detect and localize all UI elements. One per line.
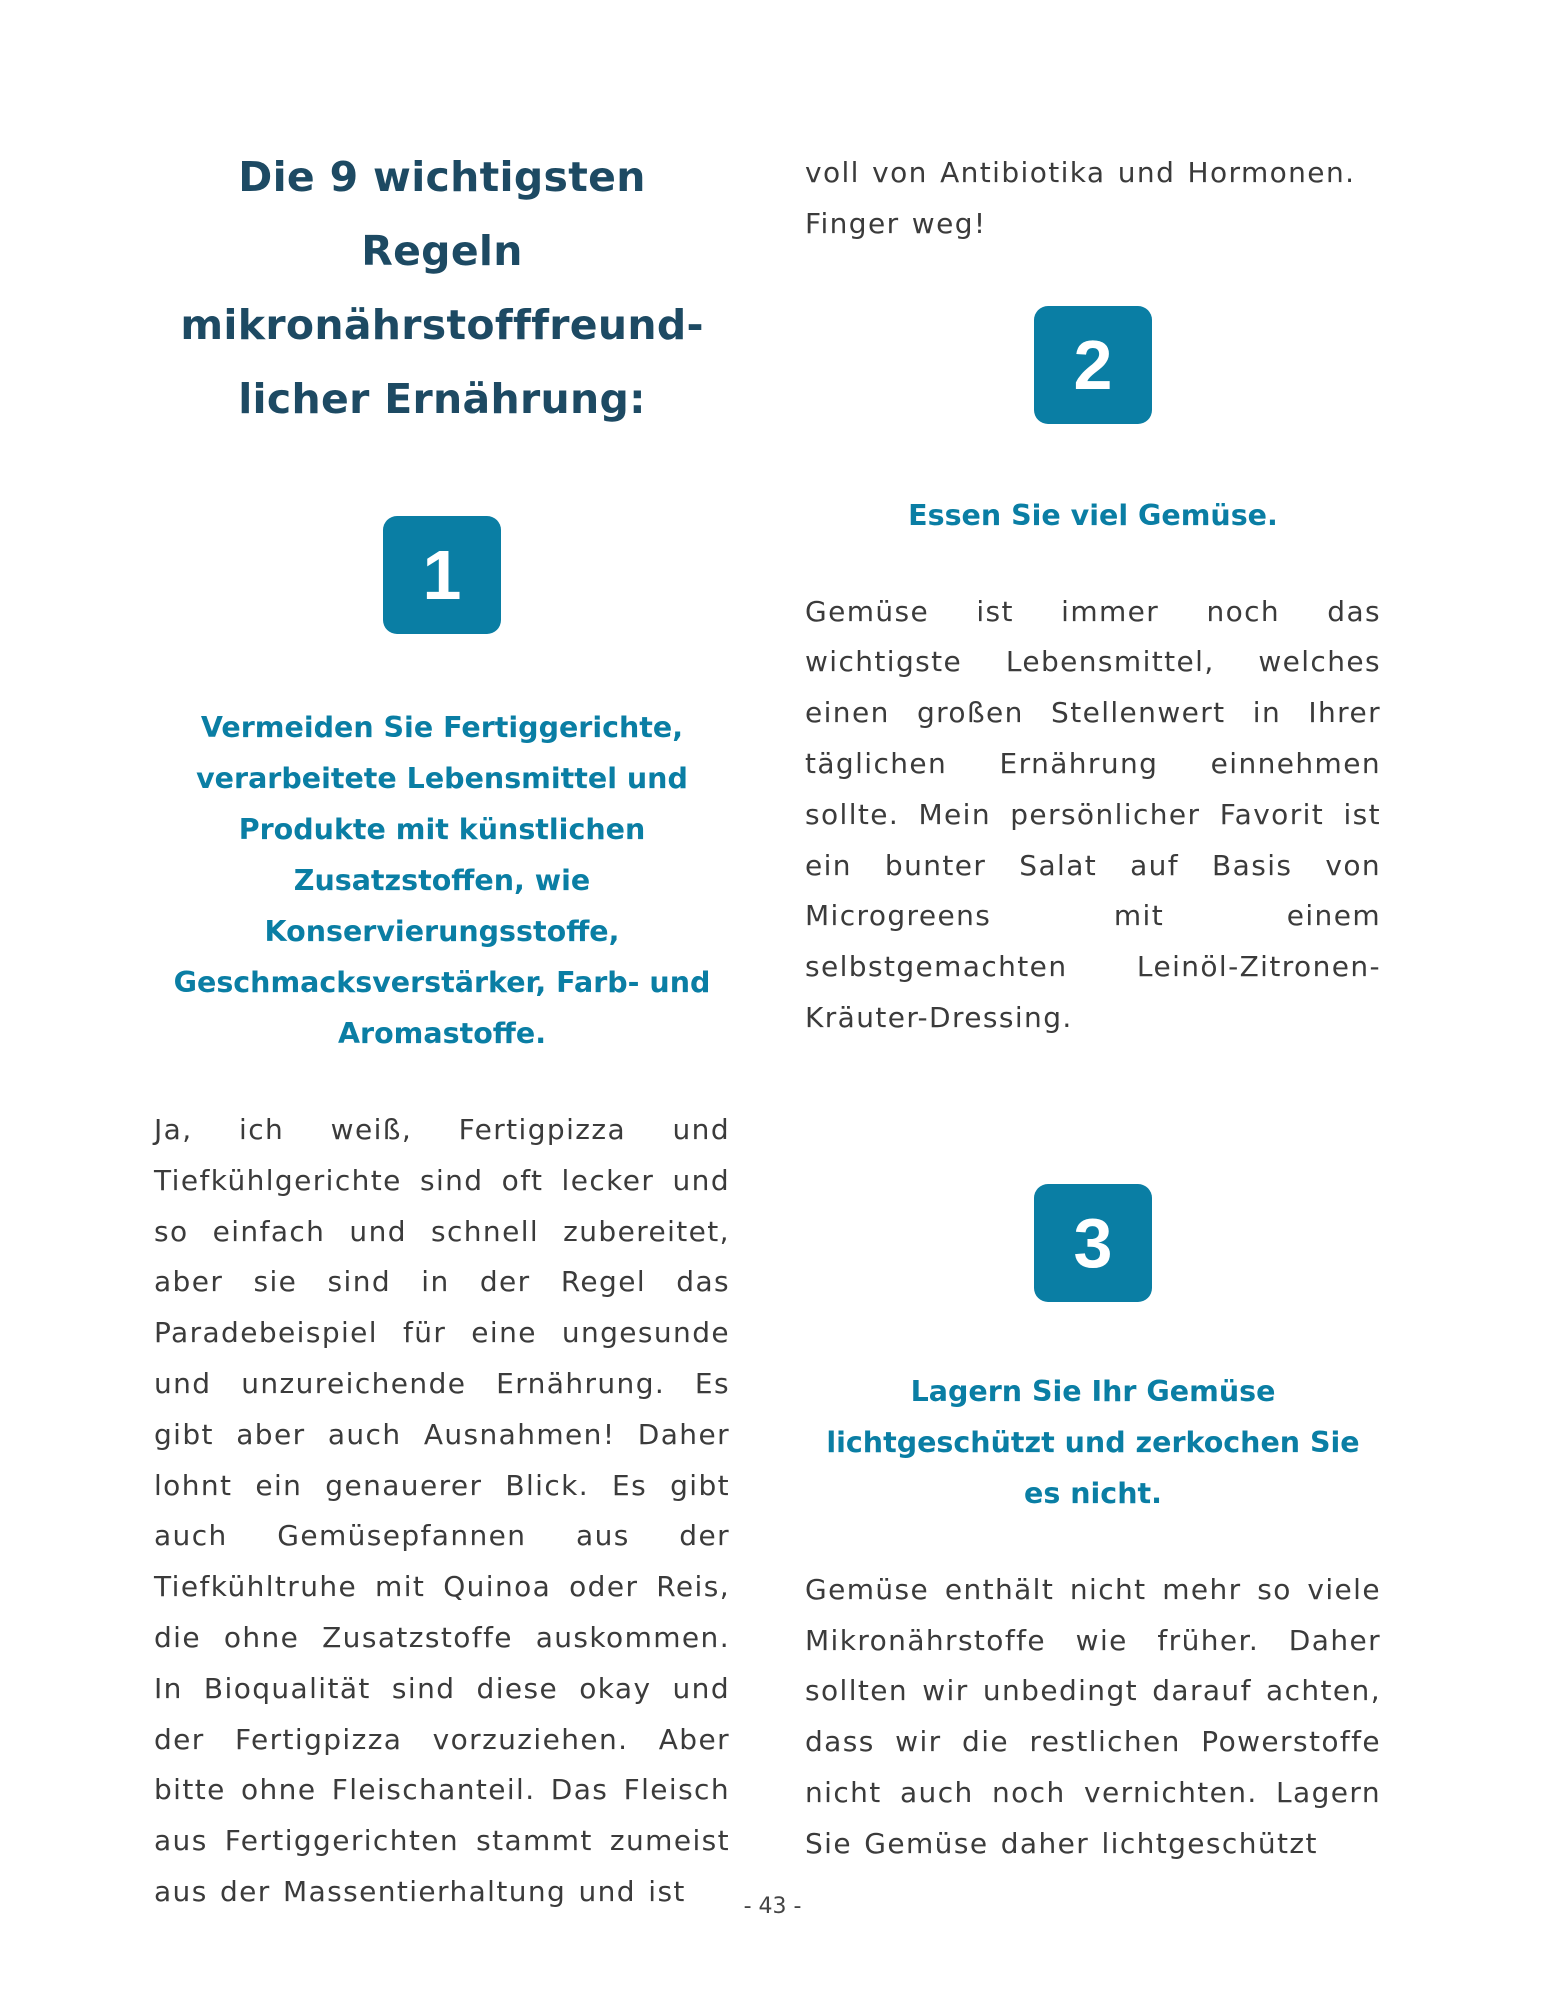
rule-number-badge-1: 1	[383, 516, 501, 634]
right-column	[805, 148, 1381, 1870]
rule-number-badge-2: 2	[1034, 306, 1152, 424]
rule-heading-3: Lagern Sie Ihr Gemüse lichtgeschützt und zerkochen Sie es nicht.	[826, 1374, 1360, 1510]
rule-body-1: Ja, ich weiß, Fertigpizza und Tiefkühlgerichte sind oft lecker und so einfach und schnell zubereitet, aber sie sind in der Regel das Paradebeispiel für eine ungesunde und unzureichende Ernährung. Es gibt aber auch Ausnahmen! Daher lohnt ein genauerer Blick. Es gibt auch Gemüsepfannen aus der Tiefkühltruhe mit Quinoa oder Reis, die ohne Zusatzstoffe auskommen. In Bioqualität sind diese okay und der Fertigpizza vorzuziehen. Aber bitte ohne Fleischanteil. Das Fleisch aus Fertiggerichten stammt zumeist aus der Massentierhaltung und ist	[154, 1113, 730, 1908]
page-number: - 43 -	[743, 1894, 802, 1919]
rule-body-2: Gemüse ist immer noch das wichtigste Lebensmittel, welches einen großen Stellenwert in Ihrer täglichen Ernährung einnehmen sollte. Mein persönlicher Favorit ist ein bunter Salat auf Basis von Microgreens mit einem selbstgemachten Leinöl-Zitronen-Kräuter-Dressing.	[805, 594, 1381, 1034]
rule-body-3: Gemüse enthält nicht mehr so viele Mikronährstoffe wie früher. Daher sollten wir unbedingt darauf achten, dass wir die restlichen Powerstoffe nicht auch noch vernichten. Lagern Sie Gemüse daher lichtgeschützt	[805, 1572, 1381, 1860]
rule-number-badge-3: 3	[1034, 1184, 1152, 1302]
left-column	[154, 140, 730, 1918]
rule-heading-1: Vermeiden Sie Fertiggerichte, verarbeitete Lebensmittel und Produkte mit künstlichen Zusatzstoffen, wie Konservierungsstoffe, Geschmacksverstärker, Farb- und Aromastoffe.	[173, 711, 711, 1050]
continuation-text: voll von Antibiotika und Hormonen. Finger weg!	[805, 156, 1356, 240]
rule-heading-2: Essen Sie viel Gemüse.	[908, 498, 1278, 532]
page-title: Die 9 wichtigsten Regeln mikronährstofffreundlicher Ernährung:	[180, 153, 704, 423]
